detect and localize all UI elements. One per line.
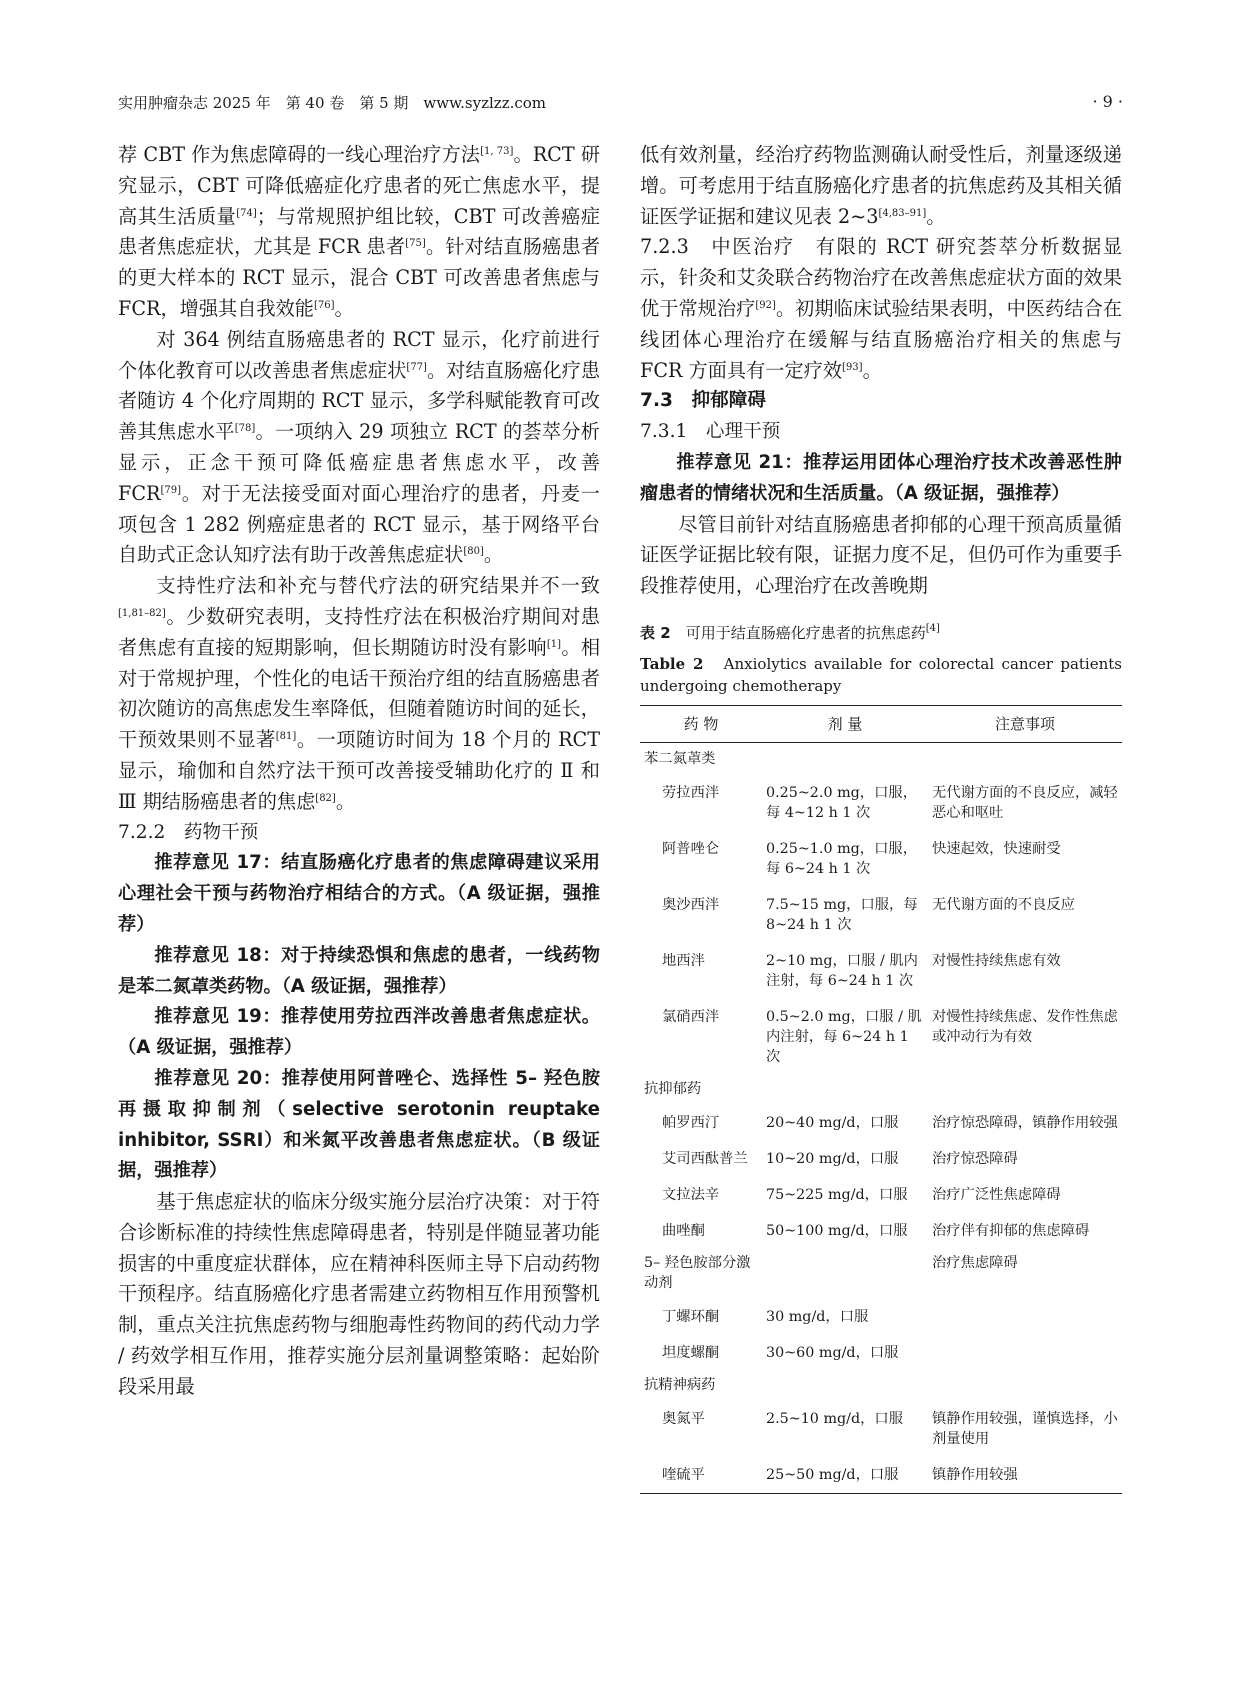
citation[interactable]: [4,83–91]: [878, 207, 927, 219]
subsection-heading: 7.3.1 心理干预: [640, 421, 781, 443]
table-cell: 50~100 mg/d，口服: [766, 1222, 908, 1239]
table-row: [640, 1103, 1122, 1139]
table-cell: 7.5~15 mg，口服，每 8~24 h 1 次: [766, 896, 918, 933]
table-row: [640, 1175, 1122, 1211]
table-cell: 帕罗西汀: [662, 1114, 720, 1131]
table-cell: [928, 742, 1122, 773]
table-cell: [928, 1073, 1122, 1103]
journal-info: 实用肿瘤杂志 2025 年 第 40 卷 第 5 期 www.syzlzz.com: [118, 94, 547, 112]
table-cell: [762, 1247, 928, 1297]
table-row: [640, 1139, 1122, 1175]
table-row: [640, 1455, 1122, 1494]
table-cell: 抗抑郁药: [644, 1080, 702, 1097]
table-cell: [928, 1297, 1122, 1333]
paragraph: 荐 CBT 作为焦虑障碍的一线心理治疗方法[1, 73]。RCT 研究显示，CBT 可降低癌症化疗患者的死亡焦虑水平，提高其生活质量[74]；与常规照护组比较，CBT 可改善癌症患者焦虑症状，尤其是 FCR 患者[75]。针对结直肠癌患者的更大样本的 RCT 显示，混合 CBT 可改善患者焦虑与 FCR，增强其自我效能[76]。: [118, 143, 601, 320]
table-row: [640, 773, 1122, 829]
citation[interactable]: [80]: [463, 546, 484, 558]
table-cell: 氯硝西泮: [662, 1008, 720, 1025]
table-cell: 奥沙西泮: [662, 896, 720, 913]
table-cell: 苯二氮䓬类: [644, 750, 716, 767]
table-cell: [928, 1333, 1122, 1369]
table-row: [640, 885, 1122, 941]
table-cell: 75~225 mg/d，口服: [766, 1186, 908, 1203]
table-cell: 对慢性持续焦虑有效: [932, 952, 1061, 969]
table-cell: [928, 1369, 1122, 1399]
citation[interactable]: [74]: [236, 207, 257, 219]
table-caption-en: Table 2 Anxiolytics available for colorectal cancer patients undergoing chemotherapy: [640, 654, 1122, 695]
table-cell: 文拉法辛: [662, 1186, 720, 1203]
table-cell: 对慢性持续焦虑、发作性焦虑或冲动行为有效: [932, 1008, 1118, 1045]
table-cell: 2~10 mg，口服 / 肌内注射，每 6~24 h 1 次: [766, 952, 918, 989]
recommendation-19: 推荐意见 19：推荐使用劳拉西泮改善患者焦虑症状。（A 级证据，强推荐）: [118, 1006, 600, 1059]
citation[interactable]: [82]: [315, 792, 336, 804]
table-cell: 0.25~2.0 mg，口服，每 4~12 h 1 次: [766, 784, 917, 821]
citation[interactable]: [75]: [405, 238, 426, 250]
table-category-row: [640, 742, 1122, 773]
left-column: [118, 140, 600, 1403]
table-cell: 镇静作用较强，谨慎选择，小剂量使用: [932, 1410, 1118, 1447]
table-cell: 30 mg/d，口服: [766, 1308, 869, 1325]
table-cell: 治疗焦虑障碍: [932, 1254, 1018, 1271]
citation[interactable]: [81]: [275, 731, 297, 743]
table-row: [640, 1297, 1122, 1333]
table-cell: 2.5~10 mg/d，口服: [766, 1410, 904, 1427]
table-cell: 无代谢方面的不良反应: [932, 896, 1075, 913]
table-category-row: [640, 1247, 1122, 1297]
citation[interactable]: [77]: [406, 361, 427, 373]
table-category-row: [640, 1369, 1122, 1399]
table-header: 药 物: [640, 705, 762, 742]
table-cell: [762, 1369, 928, 1399]
table-cell: 0.5~2.0 mg，口服 / 肌内注射，每 6~24 h 1 次: [766, 1008, 922, 1065]
table-cell: 坦度螺酮: [662, 1344, 720, 1361]
table-cell: 0.25~1.0 mg，口服，每 6~24 h 1 次: [766, 840, 917, 877]
recommendation-18: 推荐意见 18：对于持续恐惧和焦虑的患者，一线药物是苯二氮䓬类药物。（A 级证据，强推荐）: [118, 944, 600, 997]
table-cell: 奥氮平: [662, 1410, 705, 1427]
page-header: [118, 92, 1123, 114]
recommendation-21: 推荐意见 21：推荐运用团体心理治疗技术改善恶性肿瘤患者的情绪状况和生活质量。（A 级证据，强推荐）: [640, 451, 1122, 504]
citation[interactable]: [78]: [234, 423, 256, 435]
table-category-row: [640, 1073, 1122, 1103]
table-cell: 丁螺环酮: [662, 1308, 720, 1325]
anxiolytics-table: [640, 705, 1122, 1494]
table-cell: [762, 1073, 928, 1103]
page-number: · 9 ·: [1092, 92, 1123, 111]
table-cell: 快速起效，快速耐受: [932, 840, 1061, 857]
table-cell: 25~50 mg/d，口服: [762, 1455, 928, 1494]
table-row: [640, 829, 1122, 885]
table-cell: 地西泮: [662, 952, 705, 969]
table-cell: 治疗广泛性焦虑障碍: [932, 1186, 1061, 1203]
citation[interactable]: [76]: [313, 299, 335, 311]
table-cell: 阿普唑仑: [662, 840, 720, 857]
table-cell: 治疗惊恐障碍: [932, 1150, 1018, 1167]
table-cell: 5– 羟色胺部分激动剂: [644, 1254, 751, 1291]
paragraph: 低有效剂量，经治疗药物监测确认耐受性后，剂量逐级递增。可考虑用于结直肠癌化疗患者的抗焦虑药及其相关循证医学证据和建议见表 2~3[4,83–91]。: [640, 143, 1122, 228]
table-header: 剂 量: [762, 705, 928, 742]
table-cell: 曲唑酮: [662, 1222, 705, 1239]
table-cell: 抗精神病药: [644, 1376, 716, 1393]
table-cell: 无代谢方面的不良反应，减轻恶心和呕吐: [932, 784, 1118, 821]
citation[interactable]: [93]: [842, 361, 863, 373]
recommendation-17: 推荐意见 17：结直肠癌化疗患者的焦虑障碍建议采用心理社会干预与药物治疗相结合的方式。（A 级证据，强推荐）: [118, 852, 600, 935]
table-cell: 艾司西酞普兰: [662, 1150, 748, 1167]
table-header: 注意事项: [928, 705, 1122, 742]
right-column: [640, 140, 1122, 1494]
table-row: [640, 1211, 1122, 1247]
citation[interactable]: [1, 73]: [480, 146, 514, 157]
paragraph: 对 364 例结直肠癌患者的 RCT 显示，化疗前进行个体化教育可以改善患者焦虑症状[77]。对结直肠癌化疗患者随访 4 个化疗周期的 RCT 显示，多学科赋能教育可改善其焦虑水平[78]。一项纳入 29 项独立 RCT 的荟萃分析显示，正念干预可降低癌症患者焦虑水平，改善 FCR[79]。对于无法接受面对面心理治疗的患者，丹麦一项包含 1 282 例癌症患者的 RCT 显示，基于网络平台自助式正念认知疗法有助于改善焦虑症状[80]。: [118, 327, 601, 567]
table-row: [640, 941, 1122, 997]
citation[interactable]: [1,81–82]: [118, 607, 166, 619]
table-cell: 镇静作用较强: [928, 1455, 1122, 1494]
citation[interactable]: [79]: [160, 484, 181, 496]
table-row: [640, 1333, 1122, 1369]
citation[interactable]: [92]: [755, 299, 776, 311]
table-cell: 治疗伴有抑郁的焦虑障碍: [932, 1222, 1090, 1239]
recommendation-20: 推荐意见 20：推荐使用阿普唑仑、选择性 5– 羟色胺再摄取抑制剂（selective serotonin reuptake inhibitor, SSRI）和米氮平改善患者焦虑症状。（B 级证据，强推荐）: [118, 1067, 600, 1182]
section-heading: 7.2.2 药物干预: [118, 821, 259, 843]
paragraph: 支持性疗法和补充与替代疗法的研究结果并不一致[1,81–82]。少数研究表明，支持性疗法在积极治疗期间对患者焦虑有直接的短期影响，但长期随访时没有影响[1]。相对于常规护理，个性化的电话干预治疗组的结直肠癌患者初次随访的高焦虑发生率降低，但随着随访时间的延长，干预效果则不显著[81]。一项随访时间为 18 个月的 RCT 显示，瑜伽和自然疗法干预可改善接受辅助化疗的 Ⅱ 和 Ⅲ 期结肠癌患者的焦虑[82]。: [118, 574, 601, 813]
table-row: [640, 997, 1122, 1073]
table-cell: 喹硫平: [640, 1455, 762, 1494]
paragraph: 基于焦虑症状的临床分级实施分层治疗决策：对于符合诊断标准的持续性焦虑障碍患者，特别是伴随显著功能损害的中重度症状群体，应在精神科医师主导下启动药物干预程序。结直肠癌化疗患者需建立药物相互作用预警机制，重点关注抗焦虑药物与细胞毒性药物间的药代动力学 / 药效学相互作用，推荐实施分层剂量调整策略：起始阶段采用最: [118, 1190, 600, 1398]
table-cell: 劳拉西泮: [662, 784, 720, 801]
table-cell: 治疗惊恐障碍，镇静作用较强: [932, 1114, 1118, 1131]
table-cell: 30~60 mg/d，口服: [766, 1344, 899, 1361]
table-row: [640, 1399, 1122, 1455]
citation[interactable]: [1]: [546, 638, 562, 650]
section-heading: 7.3 抑郁障碍: [640, 390, 766, 412]
paragraph: 尽管目前针对结直肠癌患者抑郁的心理干预高质量循证医学证据比较有限，证据力度不足，但仍可作为重要手段推荐使用，心理治疗在改善晚期: [640, 512, 1122, 598]
table-cell: [762, 742, 928, 773]
paragraph: 7.2.3 中医治疗 有限的 RCT 研究荟萃分析数据显示，针灸和艾灸联合药物治疗在改善焦虑症状方面的效果优于常规治疗[92]。初期临床试验结果表明，中医药结合在线团体心理治疗在缓解与结直肠癌治疗相关的焦虑与 FCR 方面具有一定疗效[93]。: [640, 235, 1123, 382]
table-caption-cn: 表 2 可用于结直肠癌化疗患者的抗焦虑药[4]: [640, 622, 940, 642]
table-cell: 20~40 mg/d，口服: [766, 1114, 899, 1131]
section-heading: 7.2.3 中医治疗: [640, 235, 795, 259]
table-cell: 10~20 mg/d，口服: [766, 1150, 899, 1167]
